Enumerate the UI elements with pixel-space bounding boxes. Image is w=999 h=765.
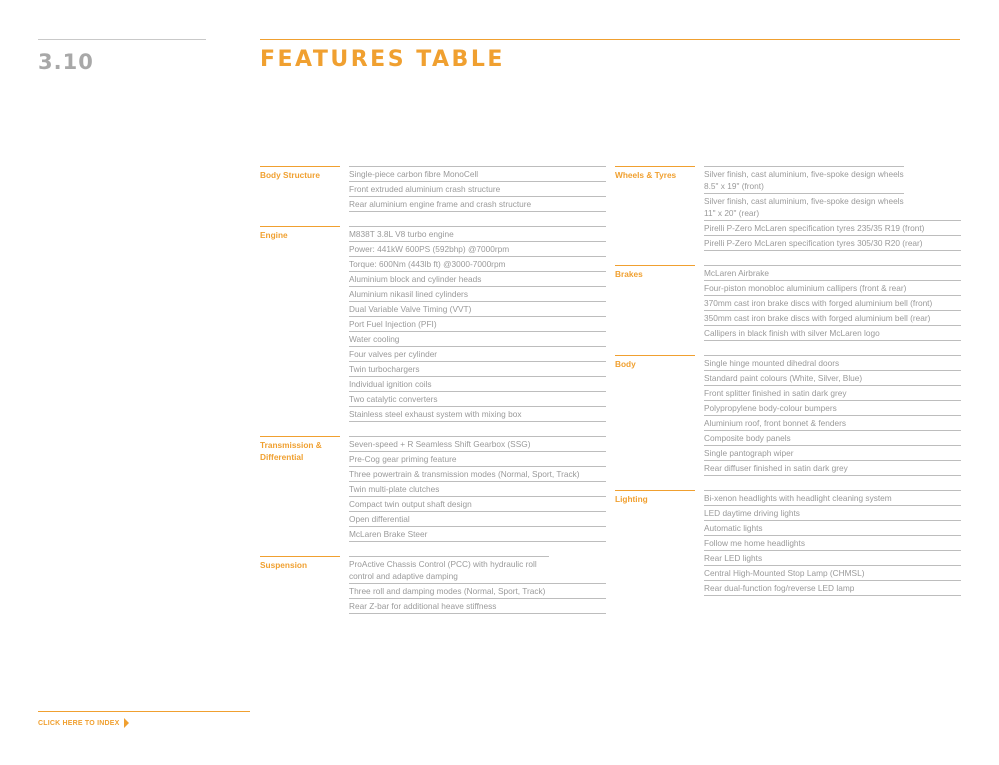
title-rule (260, 39, 960, 40)
feature-list (349, 556, 606, 614)
feature-item: Dual Variable Valve Timing (VVT) (349, 301, 606, 316)
feature-list (349, 226, 606, 422)
group-spacer (615, 341, 961, 355)
feature-item: Bi-xenon headlights with headlight cleaning system (704, 490, 961, 505)
feature-group (260, 166, 606, 212)
feature-item: Stainless steel exhaust system with mixing box (349, 406, 606, 421)
feature-item: Rear aluminium engine frame and crash structure (349, 196, 606, 211)
feature-group (260, 556, 606, 614)
feature-item: Pirelli P-Zero McLaren specification tyres 305/30 R20 (rear) (704, 235, 961, 250)
feature-item: Rear diffuser finished in satin dark grey (704, 460, 961, 475)
feature-item: Aluminium nikasil lined cylinders (349, 286, 606, 301)
feature-item: Automatic lights (704, 520, 961, 535)
feature-group (615, 355, 961, 476)
index-link[interactable] (38, 718, 129, 728)
play-arrow-icon (124, 718, 129, 728)
feature-item: 350mm cast iron brake discs with forged aluminium bell (rear) (704, 310, 961, 325)
feature-item: Two catalytic converters (349, 391, 606, 406)
feature-item: ProActive Chassis Control (PCC) with hydraulic roll control and adaptive damping (349, 556, 549, 583)
feature-item: McLaren Brake Steer (349, 526, 606, 541)
feature-item: Rear Z-bar for additional heave stiffness (349, 598, 606, 613)
group-spacer (260, 212, 606, 226)
footer-rule (38, 711, 250, 712)
group-spacer (260, 542, 606, 556)
feature-item: Silver finish, cast aluminium, five-spoke design wheels 8.5" x 19" (front) (704, 166, 904, 193)
feature-item: Water cooling (349, 331, 606, 346)
feature-group (615, 490, 961, 596)
feature-item: Twin turbochargers (349, 361, 606, 376)
feature-item: Single-piece carbon fibre MonoCell (349, 166, 606, 181)
feature-item: Pirelli P-Zero McLaren specification tyres 235/35 R19 (front) (704, 220, 961, 235)
section-number: 3.10 (38, 50, 94, 74)
feature-item: Pre-Cog gear priming feature (349, 451, 606, 466)
section-rule (38, 39, 206, 40)
group-spacer (615, 476, 961, 490)
feature-item: Front extruded aluminium crash structure (349, 181, 606, 196)
feature-item: Rear dual-function fog/reverse LED lamp (704, 580, 961, 595)
feature-item: Seven-speed + R Seamless Shift Gearbox (SSG) (349, 436, 606, 451)
feature-item: Follow me home headlights (704, 535, 961, 550)
feature-item: Rear LED lights (704, 550, 961, 565)
feature-item: 370mm cast iron brake discs with forged aluminium bell (front) (704, 295, 961, 310)
feature-group (615, 166, 961, 251)
feature-item: Four-piston monobloc aluminium callipers (front & rear) (704, 280, 961, 295)
page-title: FEATURES TABLE (260, 47, 505, 72)
index-link-label: CLICK HERE TO INDEX (38, 719, 120, 727)
feature-item: M838T 3.8L V8 turbo engine (349, 226, 606, 241)
features-column-right (615, 166, 961, 596)
feature-category: Body Structure (260, 166, 340, 212)
feature-item: Three roll and damping modes (Normal, Sport, Track) (349, 583, 606, 598)
feature-item: Torque: 600Nm (443lb ft) @3000-7000rpm (349, 256, 606, 271)
feature-item: Central High-Mounted Stop Lamp (CHMSL) (704, 565, 961, 580)
feature-list (704, 490, 961, 596)
features-column-left (260, 166, 606, 614)
feature-item: Silver finish, cast aluminium, five-spoke design wheels 11" x 20" (rear) (704, 193, 904, 220)
feature-item: Three powertrain & transmission modes (Normal, Sport, Track) (349, 466, 606, 481)
feature-item: Compact twin output shaft design (349, 496, 606, 511)
feature-category: Brakes (615, 265, 695, 341)
group-spacer (615, 251, 961, 265)
feature-group (615, 265, 961, 341)
feature-item: Front splitter finished in satin dark grey (704, 385, 961, 400)
feature-list (704, 265, 961, 341)
feature-item: Twin multi-plate clutches (349, 481, 606, 496)
feature-list (704, 166, 961, 251)
feature-group (260, 226, 606, 422)
feature-category: Wheels & Tyres (615, 166, 695, 251)
feature-list (704, 355, 961, 476)
feature-category: Engine (260, 226, 340, 422)
feature-group (260, 436, 606, 542)
feature-item: Composite body panels (704, 430, 961, 445)
feature-item: Aluminium roof, front bonnet & fenders (704, 415, 961, 430)
feature-item: McLaren Airbrake (704, 265, 961, 280)
group-spacer (260, 422, 606, 436)
feature-item: Port Fuel Injection (PFI) (349, 316, 606, 331)
feature-item: Four valves per cylinder (349, 346, 606, 361)
feature-category: Body (615, 355, 695, 476)
feature-item: LED daytime driving lights (704, 505, 961, 520)
feature-item: Aluminium block and cylinder heads (349, 271, 606, 286)
feature-list (349, 436, 606, 542)
feature-item: Callipers in black finish with silver McLaren logo (704, 325, 961, 340)
feature-item: Single hinge mounted dihedral doors (704, 355, 961, 370)
feature-item: Single pantograph wiper (704, 445, 961, 460)
feature-item: Standard paint colours (White, Silver, Blue) (704, 370, 961, 385)
feature-category: Transmission & Differential (260, 436, 340, 542)
feature-category: Suspension (260, 556, 340, 614)
feature-item: Polypropylene body-colour bumpers (704, 400, 961, 415)
feature-item: Individual ignition coils (349, 376, 606, 391)
feature-category: Lighting (615, 490, 695, 596)
feature-item: Power: 441kW 600PS (592bhp) @7000rpm (349, 241, 606, 256)
feature-list (349, 166, 606, 212)
feature-item: Open differential (349, 511, 606, 526)
